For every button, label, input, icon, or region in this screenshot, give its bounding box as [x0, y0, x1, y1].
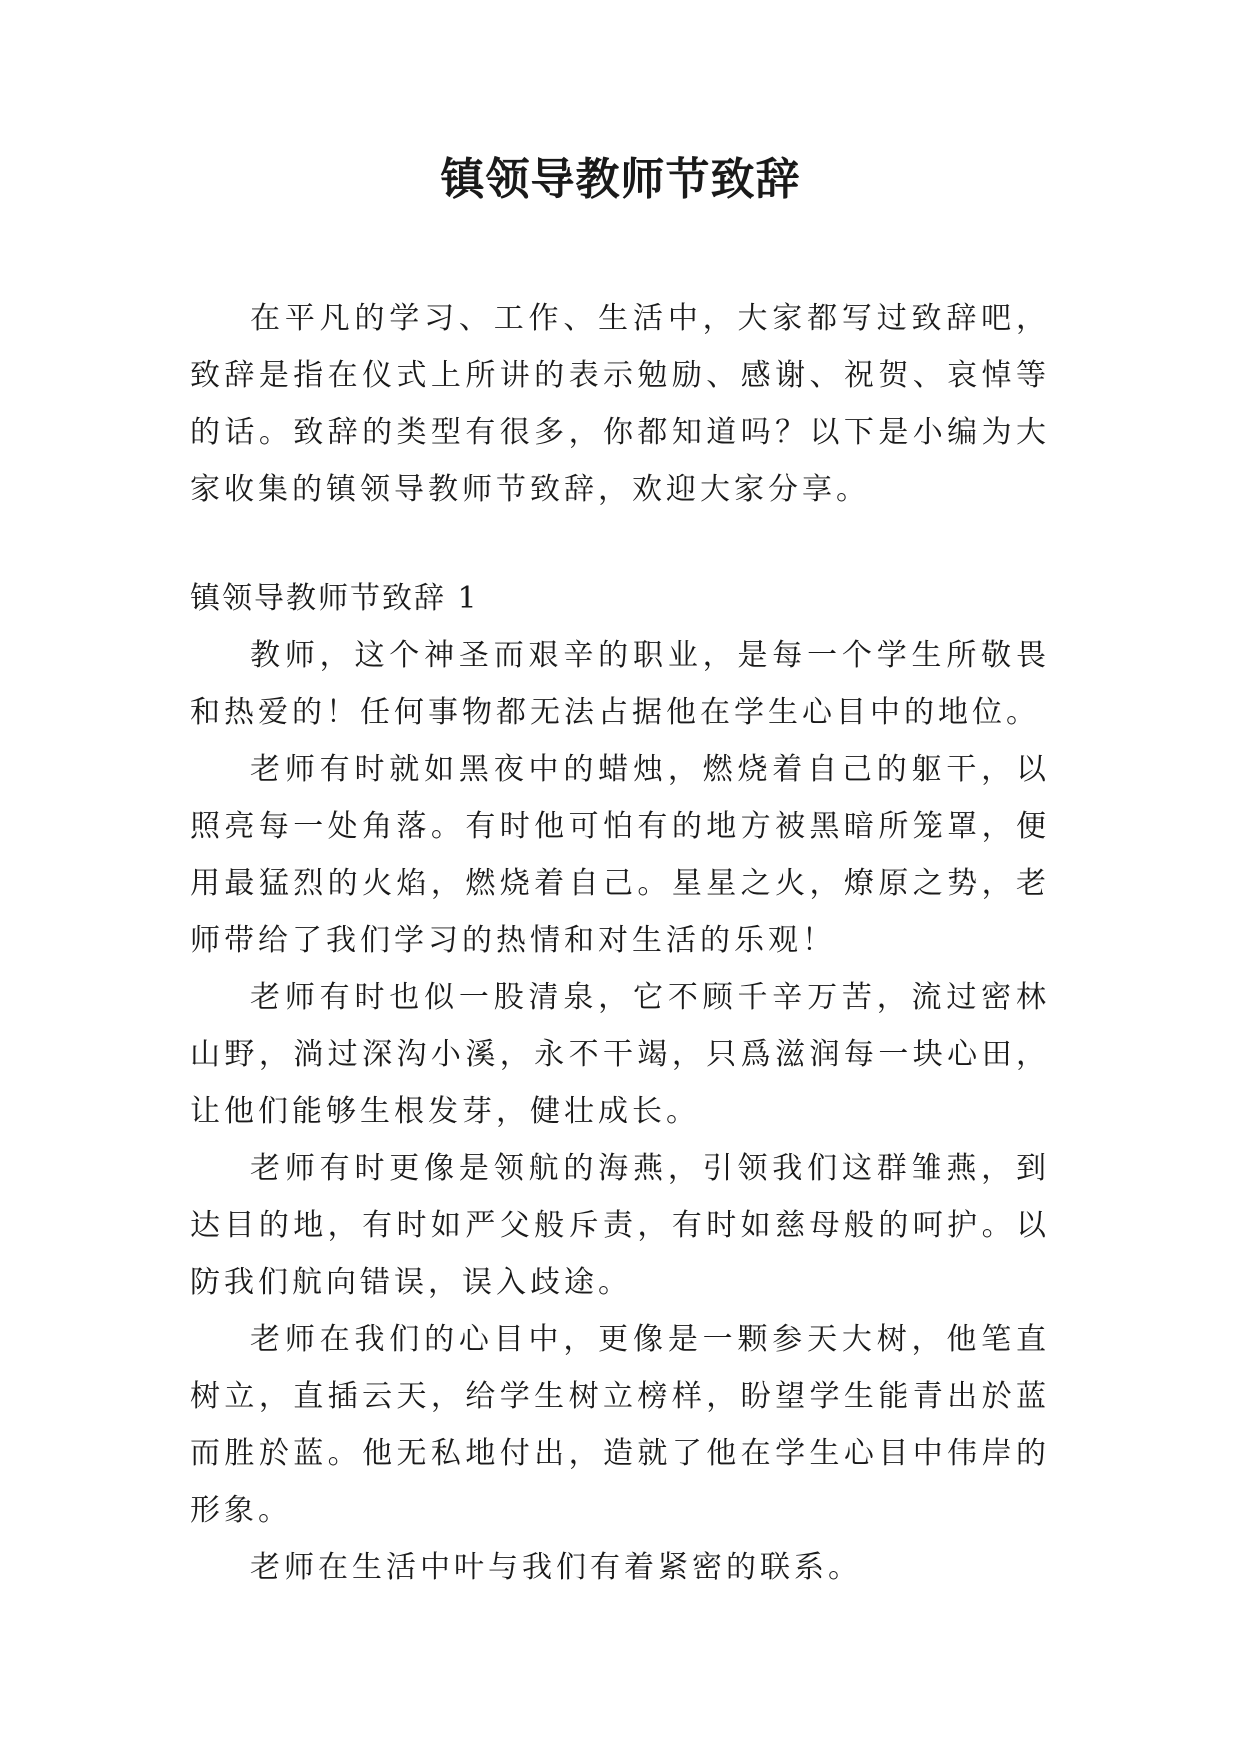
body-paragraph: 老师在我们的心目中，更像是一颗参天大树，他笔直树立，直插云天，给学生树立榜样，盼望学生能青出於蓝而胜於蓝。他无私地付出，造就了他在学生心目中伟岸的形象。 [190, 1322, 1050, 1528]
body-paragraph: 老师有时更像是领航的海燕，引领我们这群雏燕，到达目的地，有时如严父般斥责，有时如慈母般的呵护。以防我们航向错误，误入歧途。 [190, 1151, 1050, 1300]
body-paragraph: 老师在生活中叶与我们有着紧密的联系。 [250, 1550, 862, 1585]
section-heading: 镇领导教师节致辞 1 [190, 581, 479, 616]
body-paragraph: 老师有时也似一股清泉，它不顾千辛万苦，流过密林山野，淌过深沟小溪，永不干竭，只爲滋润每一块心田，让他们能够生根发芽，健壮成长。 [190, 980, 1050, 1129]
document-title: 镇领导教师节致辞 [440, 154, 801, 205]
intro-paragraph: 在平凡的学习、工作、生活中，大家都写过致辞吧，致辞是指在仪式上所讲的表示勉励、感谢、祝贺、哀悼等的话。致辞的类型有很多，你都知道吗？以下是小编为大家收集的镇领导教师节致辞，欢迎大家分享。 [190, 301, 1050, 507]
body-paragraph: 老师有时就如黑夜中的蜡烛，燃烧着自己的躯干，以照亮每一处角落。有时他可怕有的地方被黑暗所笼罩，便用最猛烈的火焰，燃烧着自己。星星之火，燎原之势，老师带给了我们学习的热情和对生活的乐观！ [190, 752, 1050, 958]
document-body [190, 290, 1050, 1596]
body-paragraph: 教师，这个神圣而艰辛的职业，是每一个学生所敬畏和热爱的！任何事物都无法占据他在学生心目中的地位。 [190, 638, 1050, 730]
